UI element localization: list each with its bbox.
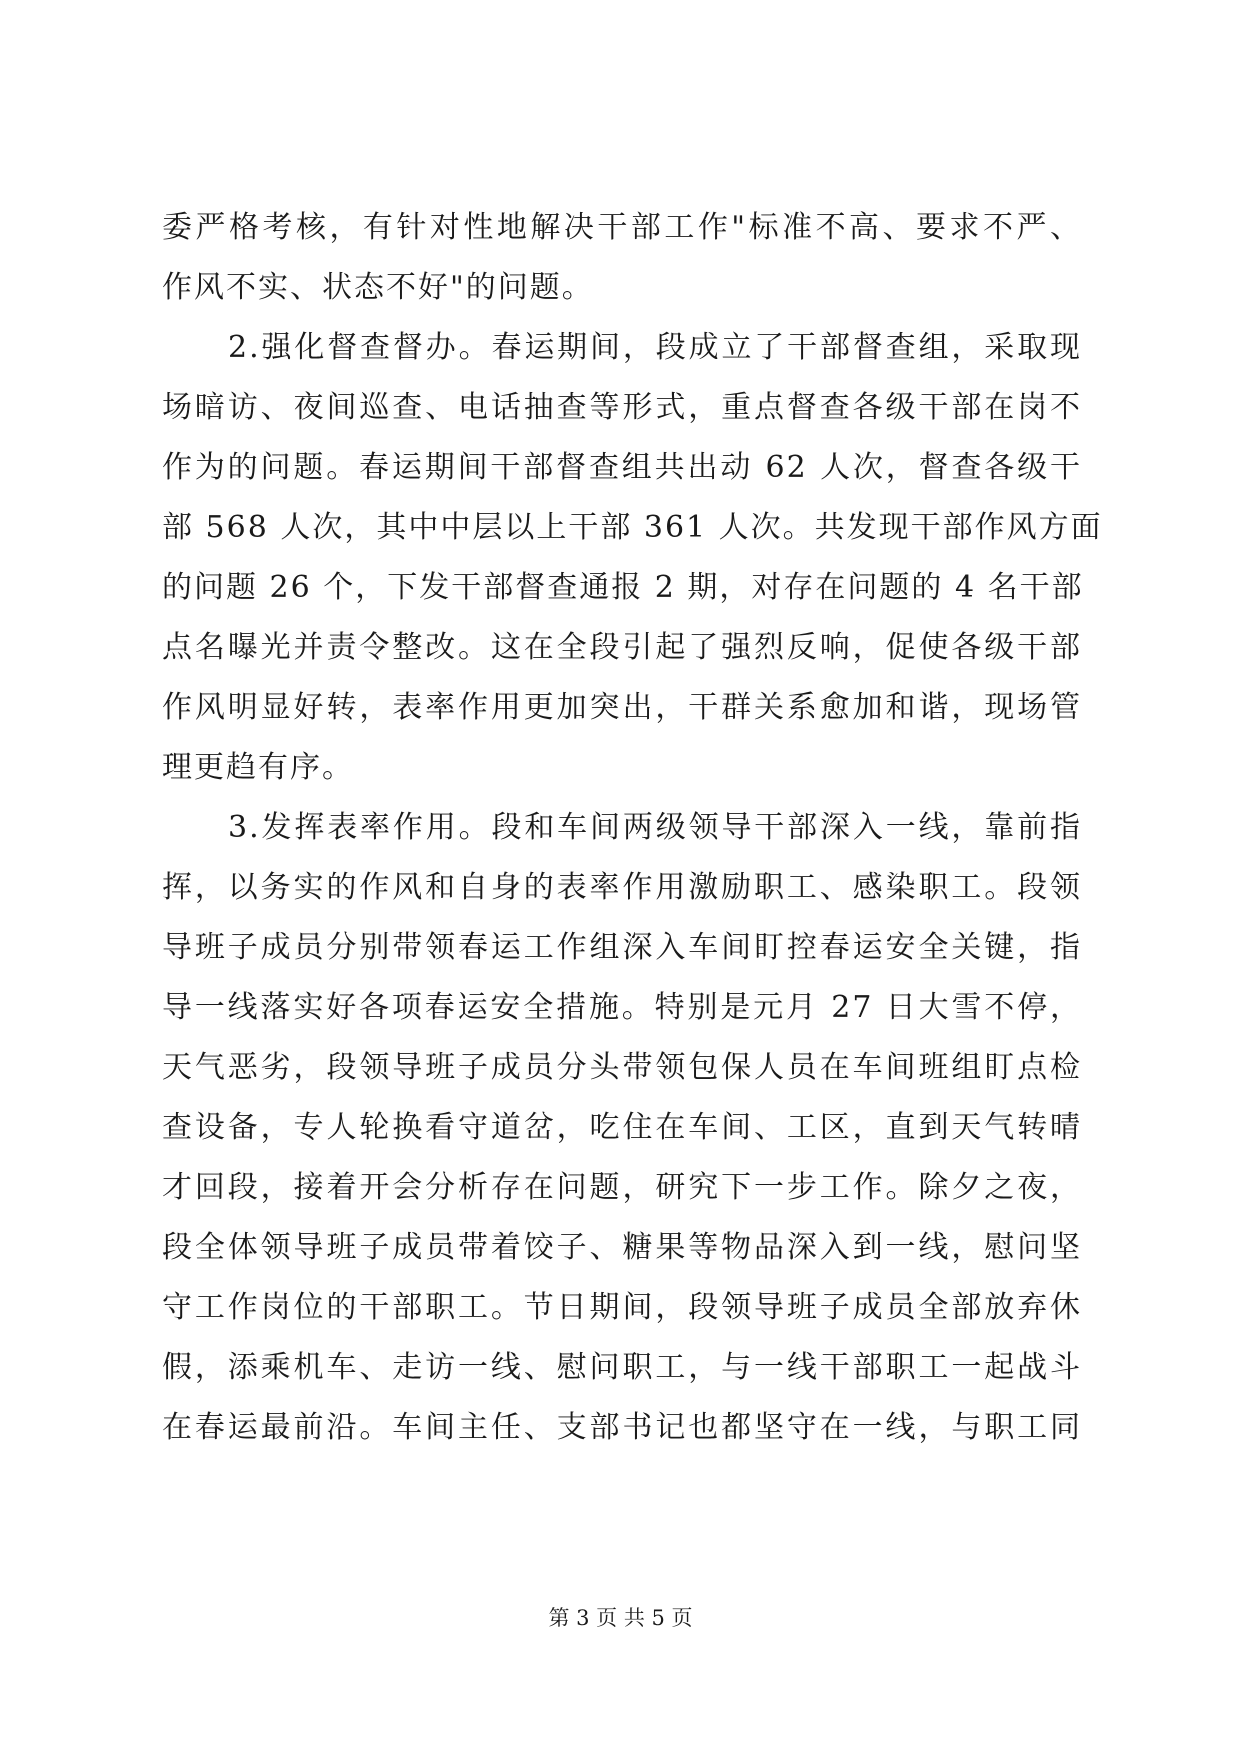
text-line: 委严格考核，有针对性地解决干部工作"标准不高、要求不严、 bbox=[162, 210, 1082, 245]
text-line: 导一线落实好各项春运安全措施。特别是元月 27 日大雪不停， bbox=[162, 990, 1082, 1025]
text-line: 查设备，专人轮换看守道岔，吃住在车间、工区，直到天气转晴 bbox=[162, 1110, 1082, 1145]
text-line: 挥，以务实的作风和自身的表率作用激励职工、感染职工。段领 bbox=[162, 870, 1082, 905]
text-line: 作风明显好转，表率作用更加突出，干群关系愈加和谐，现场管 bbox=[162, 690, 1082, 725]
page-number-footer: 第 3 页 共 5 页 bbox=[548, 1606, 693, 1630]
text-line: 段全体领导班子成员带着饺子、糖果等物品深入到一线，慰问坚 bbox=[162, 1230, 1082, 1265]
text-line: 作为的问题。春运期间干部督查组共出动 62 人次，督查各级干 bbox=[162, 450, 1082, 485]
text-line: 守工作岗位的干部职工。节日期间，段领导班子成员全部放弃休 bbox=[162, 1290, 1082, 1325]
text-line: 理更趋有序。 bbox=[162, 750, 354, 785]
text-line: 的问题 26 个，下发干部督查通报 2 期，对存在问题的 4 名干部 bbox=[162, 570, 1084, 605]
text-line: 作风不实、状态不好"的问题。 bbox=[162, 270, 594, 305]
text-line: 部 568 人次，其中中层以上干部 361 人次。共发现干部作风方面 bbox=[162, 510, 1103, 545]
text-line: 在春运最前沿。车间主任、支部书记也都坚守在一线，与职工同 bbox=[162, 1410, 1082, 1445]
text-line: 点名曝光并责令整改。这在全段引起了强烈反响，促使各级干部 bbox=[162, 630, 1082, 665]
paragraph-heading-line: 2.强化督查督办。春运期间，段成立了干部督查组，采取现 bbox=[228, 330, 1082, 365]
text-line: 场暗访、夜间巡查、电话抽查等形式，重点督查各级干部在岗不 bbox=[162, 390, 1082, 425]
text-line: 导班子成员分别带领春运工作组深入车间盯控春运安全关键，指 bbox=[162, 930, 1082, 965]
paragraph-heading-line: 3.发挥表率作用。段和车间两级领导干部深入一线，靠前指 bbox=[228, 810, 1082, 845]
text-line: 假，添乘机车、走访一线、慰问职工，与一线干部职工一起战斗 bbox=[162, 1350, 1082, 1385]
text-line: 天气恶劣，段领导班子成员分头带领包保人员在车间班组盯点检 bbox=[162, 1050, 1082, 1085]
text-line: 才回段，接着开会分析存在问题，研究下一步工作。除夕之夜， bbox=[162, 1170, 1082, 1205]
